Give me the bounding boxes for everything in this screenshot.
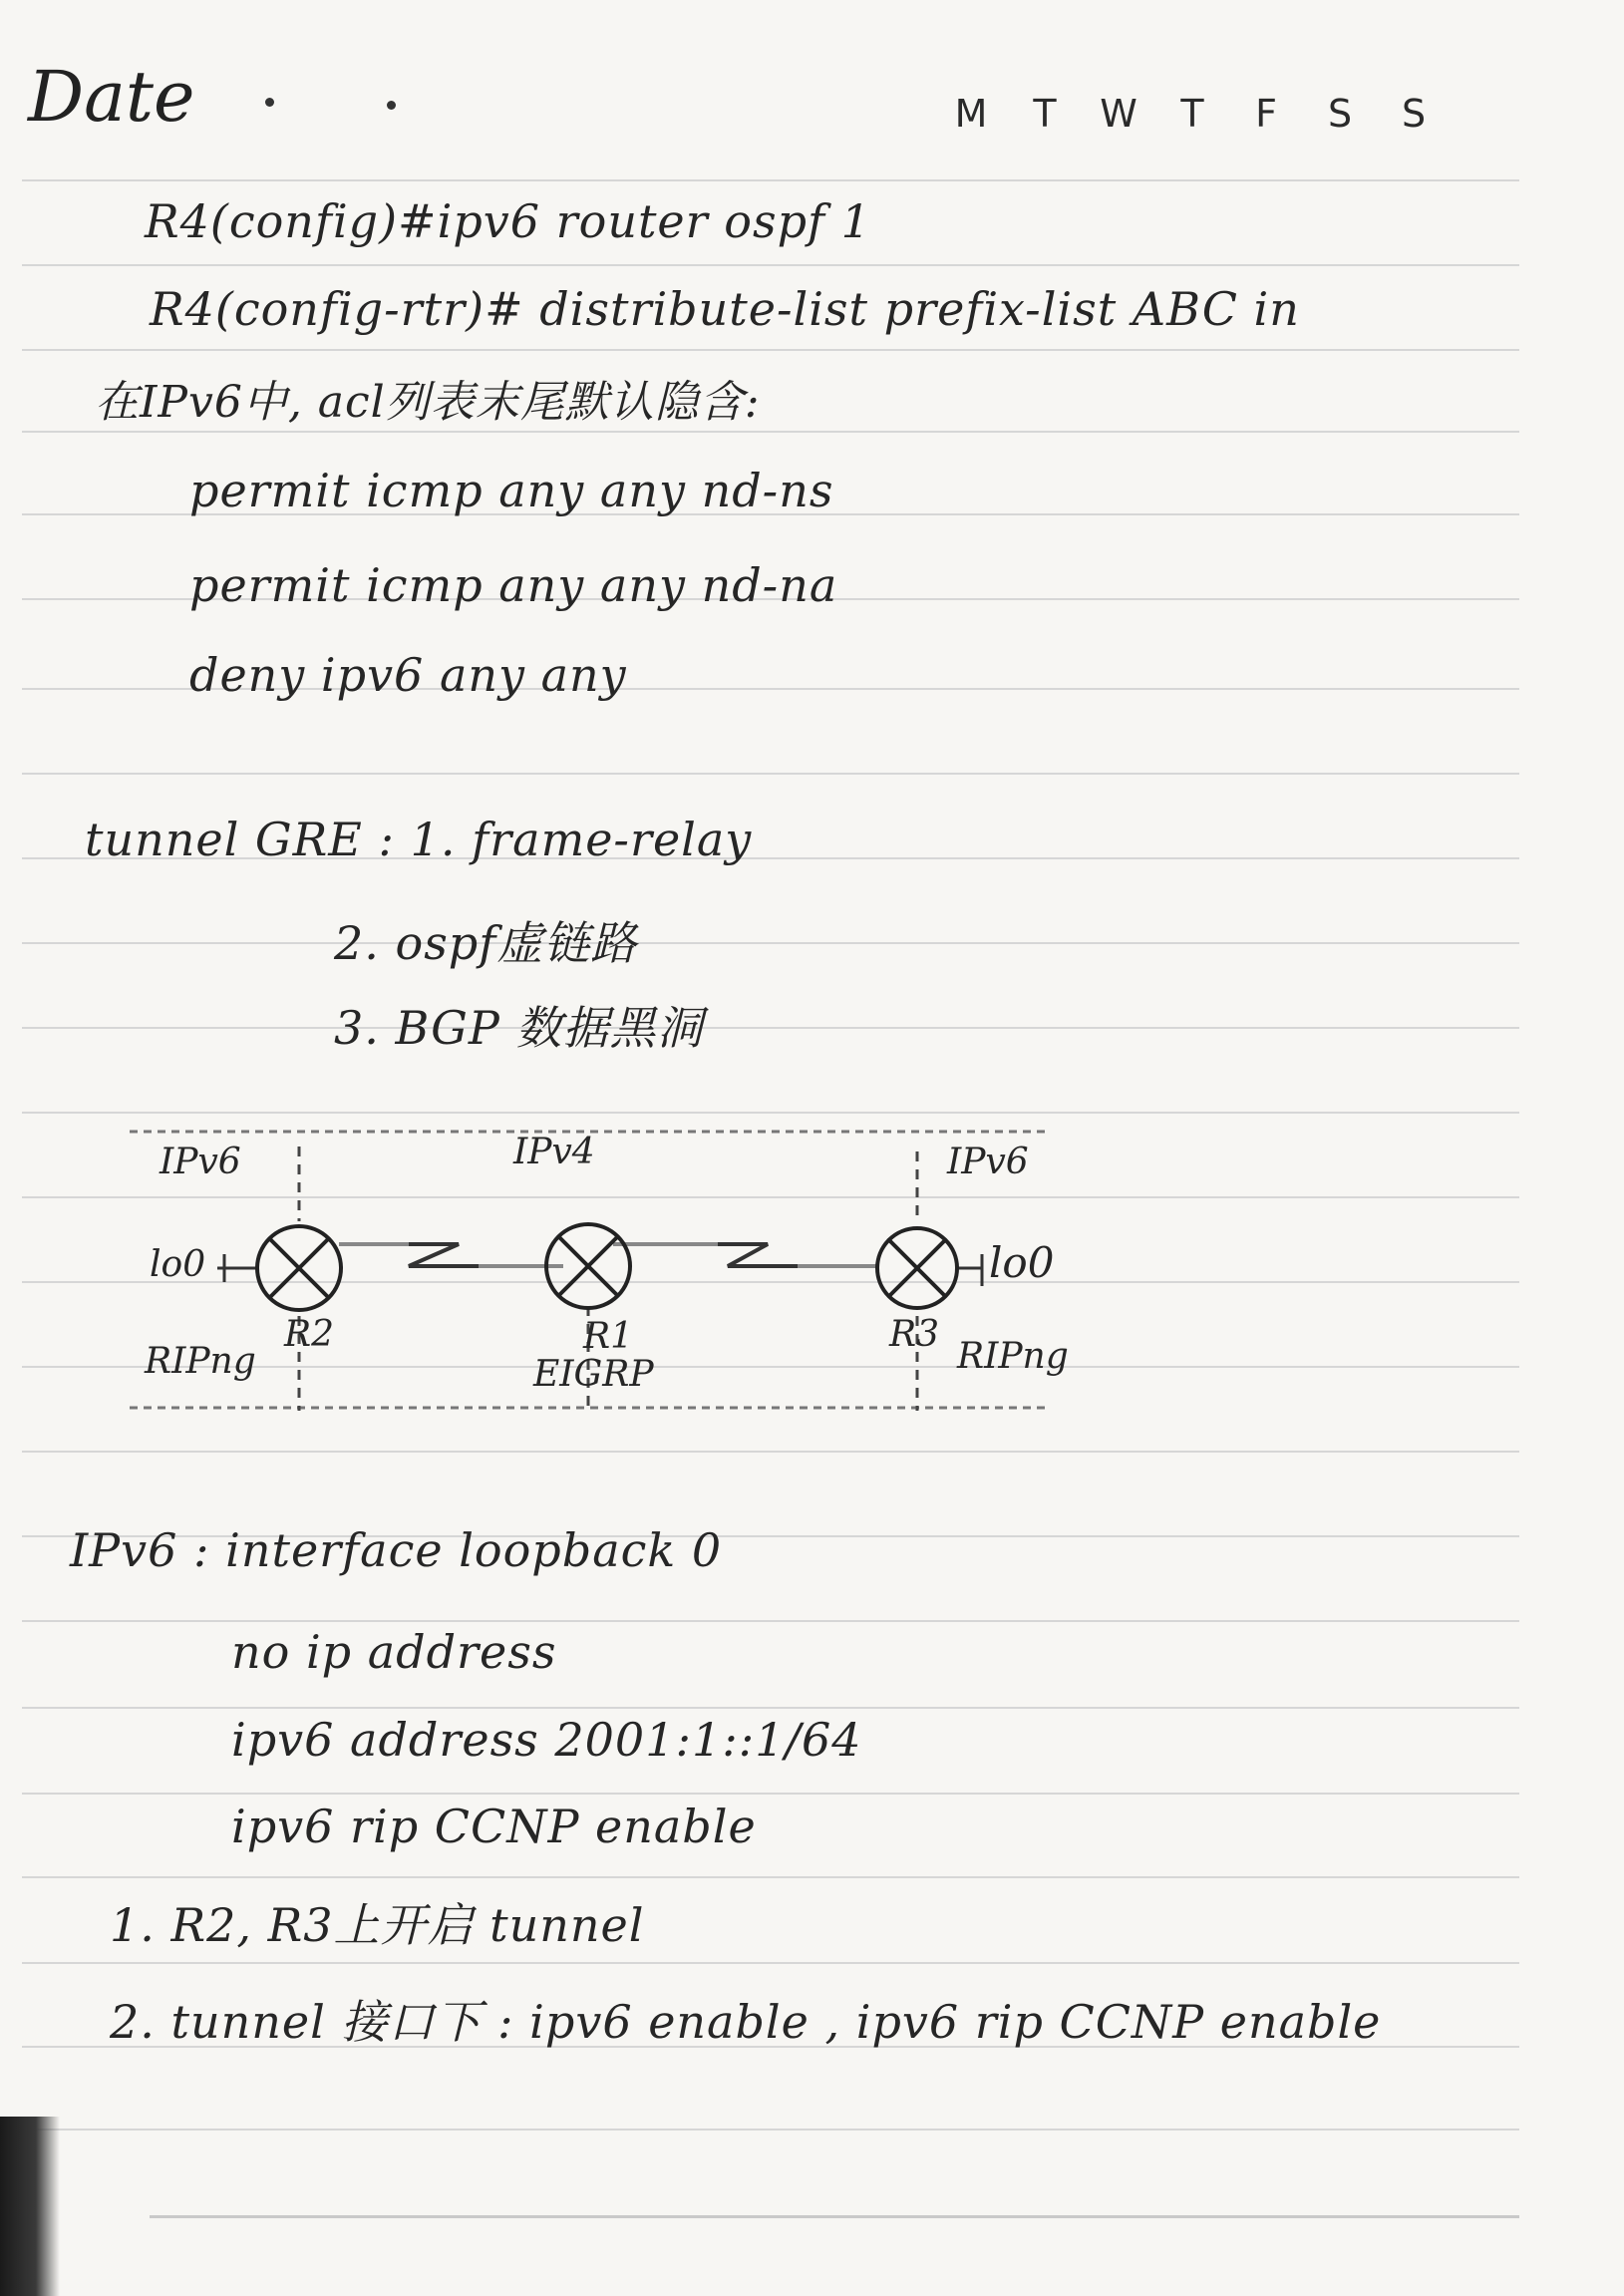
diagram-label-ipv4: IPv4 <box>513 1132 595 1172</box>
acl-rule-deny: deny ipv6 any any <box>189 648 627 702</box>
diagram-label-ipv6-left: IPv6 <box>160 1142 241 1182</box>
ruled-line <box>22 1962 1519 1964</box>
diagram-label-r1: R1 <box>583 1316 634 1357</box>
config-line-ipv6-rip: ipv6 rip CCNP enable <box>231 1800 757 1853</box>
ruled-line <box>22 942 1519 944</box>
diagram-label-lo0-right: lo0 <box>989 1238 1055 1287</box>
weekday-thu[interactable]: T <box>1180 92 1204 136</box>
ruled-line <box>22 1027 1519 1029</box>
acl-rule-nd-na: permit icmp any any nd-na <box>189 558 838 612</box>
weekday-sat[interactable]: S <box>1327 92 1353 136</box>
weekday-mon[interactable]: M <box>954 92 988 136</box>
ruled-line <box>150 2215 1519 2218</box>
config-line-no-ip: no ip address <box>231 1625 557 1679</box>
ruled-line <box>22 1707 1519 1709</box>
config-step-1: 1. R2, R3上开启 tunnel <box>110 1898 645 1952</box>
diagram-label-eigrp: EIGRP <box>533 1354 654 1395</box>
diagram-label-ripng-left: RIPng <box>145 1341 256 1382</box>
weekday-row <box>952 92 1433 136</box>
diagram-label-r2: R2 <box>284 1314 335 1355</box>
ruled-line <box>22 1876 1519 1878</box>
page-edge-shadow <box>0 2117 60 2296</box>
weekday-wed[interactable]: W <box>1100 92 1137 136</box>
note-line-ospf: R4(config)#ipv6 router ospf 1 <box>145 194 871 248</box>
diagram-label-lo0-left: lo0 <box>150 1244 206 1285</box>
serial-link-zigzag <box>718 1244 798 1266</box>
ruled-line <box>22 349 1519 351</box>
network-diagram <box>130 1127 1069 1426</box>
diagram-label-ripng-right: RIPng <box>957 1336 1069 1377</box>
router-r2-icon <box>257 1226 341 1310</box>
ruled-line <box>22 264 1519 266</box>
config-line-ipv6-address: ipv6 address 2001:1::1/64 <box>231 1713 862 1767</box>
ruled-line <box>22 2129 1519 2131</box>
date-separator-dot <box>387 101 396 110</box>
tunnel-gre-item-2: 2. ospf虚链路 <box>334 916 638 970</box>
note-line-distribute-list: R4(config-rtr)# distribute-list prefix-list ABC in <box>150 282 1300 336</box>
weekday-tue[interactable]: T <box>1033 92 1057 136</box>
weekday-sun[interactable]: S <box>1401 92 1427 136</box>
ruled-line <box>22 1451 1519 1453</box>
date-separator-dot <box>265 98 274 107</box>
note-line-acl-implicit: 在IPv6中, acl列表末尾默认隐含: <box>95 377 761 428</box>
ruled-line <box>22 431 1519 433</box>
ruled-line <box>22 1793 1519 1795</box>
weekday-fri[interactable]: F <box>1255 92 1277 136</box>
serial-link-zigzag <box>409 1244 488 1266</box>
diagram-label-r3: R3 <box>889 1314 940 1355</box>
config-line-interface: IPv6 : interface loopback 0 <box>70 1523 723 1577</box>
router-r3-icon <box>877 1228 957 1308</box>
date-label: Date <box>28 56 195 138</box>
ruled-line <box>22 179 1519 181</box>
tunnel-gre-item-3: 3. BGP 数据黑洞 <box>334 1001 704 1055</box>
ruled-line <box>22 1620 1519 1622</box>
diagram-label-ipv6-right: IPv6 <box>947 1142 1029 1182</box>
config-step-2: 2. tunnel 接口下 : ipv6 enable , ipv6 rip CCNP enable <box>110 1995 1382 2049</box>
ruled-line <box>22 773 1519 775</box>
ruled-line <box>22 1112 1519 1114</box>
tunnel-gre-note: tunnel GRE : 1. frame-relay <box>85 813 753 866</box>
acl-rule-nd-ns: permit icmp any any nd-ns <box>189 464 834 517</box>
